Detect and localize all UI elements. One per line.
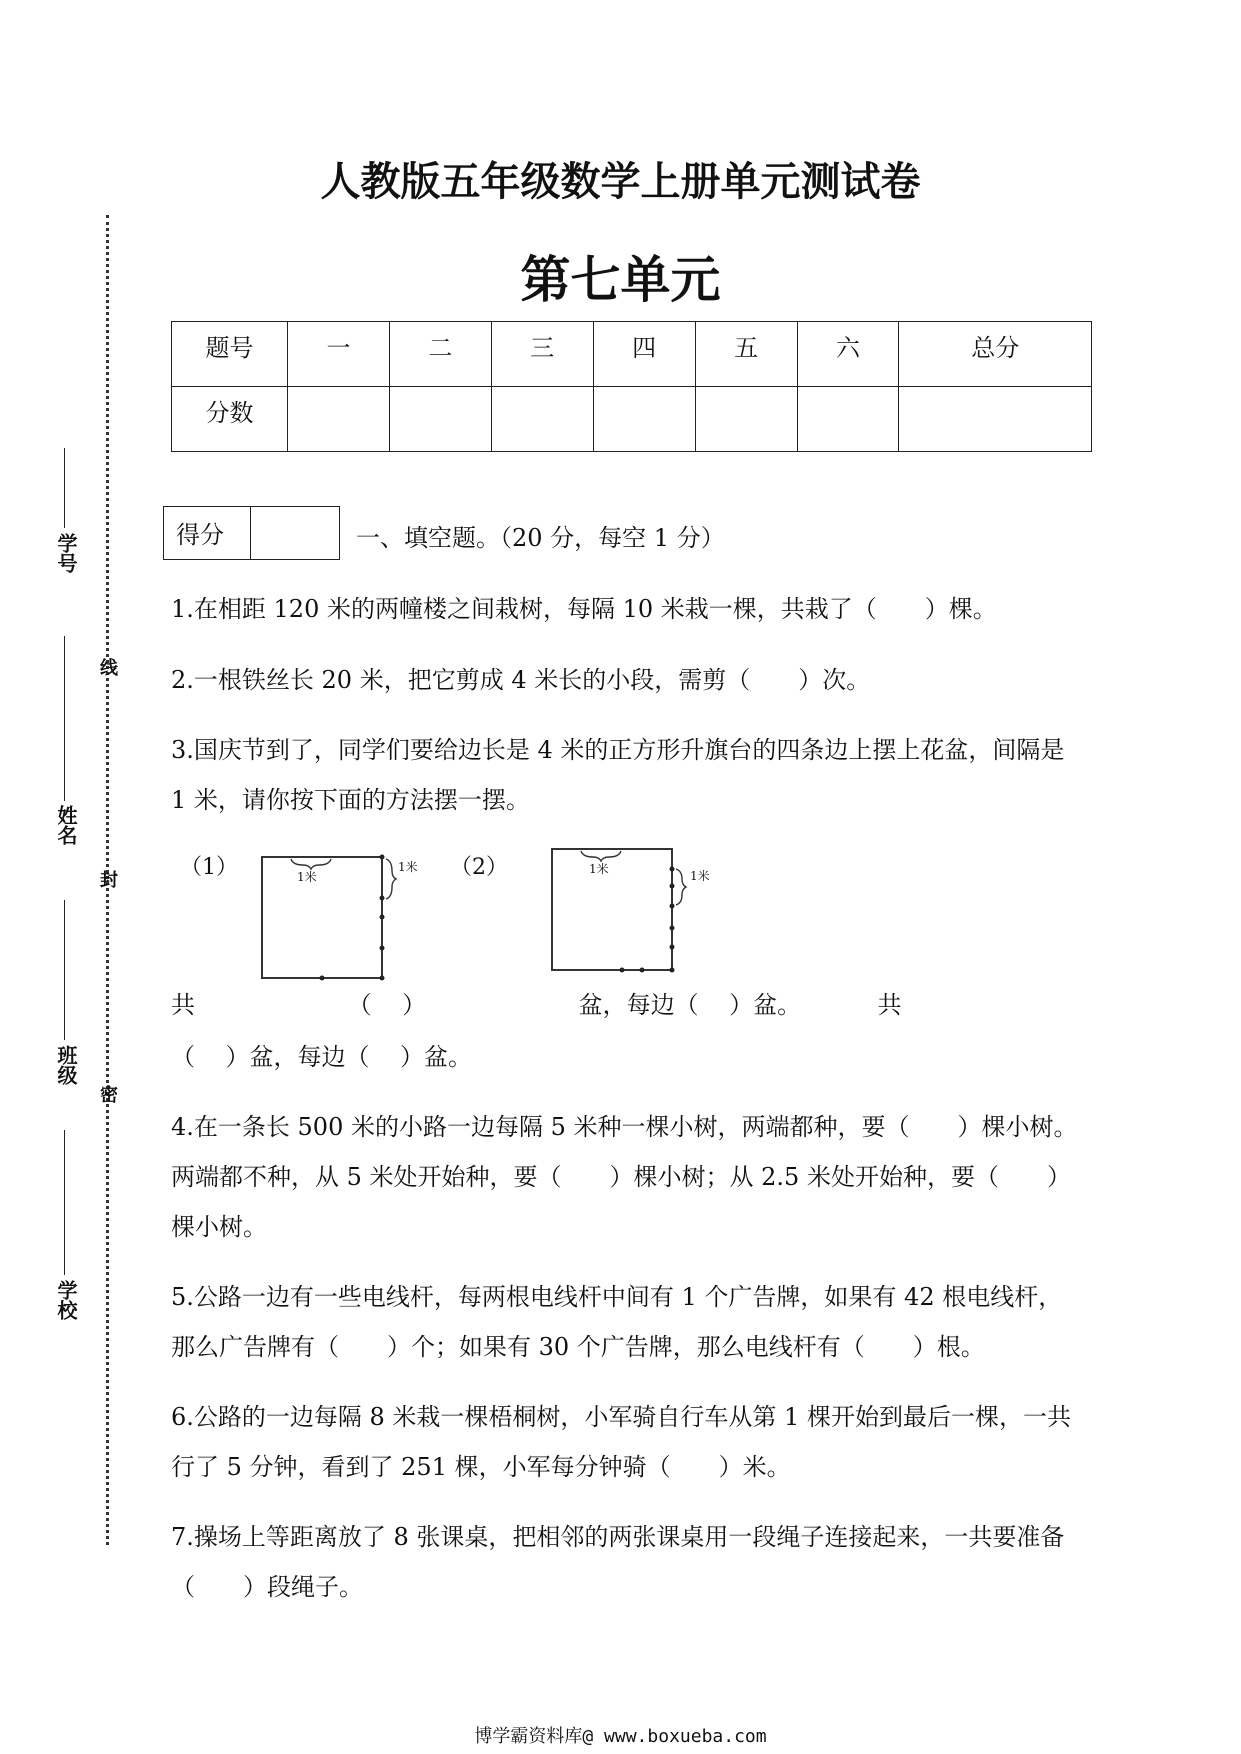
score-header-cell: 题号 — [172, 322, 288, 387]
figure-1-gap-label: 1米 — [297, 870, 317, 884]
question-4-line-2: 两端都不种，从 5 米处开始种，要（ ）棵小树；从 2.5 米处开始种，要（ ） — [171, 1163, 1071, 1191]
seal-char-secret: 密 — [97, 1085, 118, 1103]
question-5-line-1: 5.公路一边有一些电线杆，每两根电线杆中间有 1 个广告牌，如果有 42 根电线杆， — [171, 1283, 1063, 1311]
page-title: 人教版五年级数学上册单元测试卷 — [320, 158, 921, 205]
question-4-line-3: 棵小树。 — [171, 1213, 267, 1241]
score-cell[interactable] — [695, 387, 797, 452]
class-label: 班级 — [54, 1045, 78, 1085]
name-label: 姓名 — [54, 805, 78, 845]
question-2: 2.一根铁丝长 20 米，把它剪成 4 米长的小段，需剪（ ）次。 — [171, 666, 871, 694]
question-4-line-1: 4.在一条长 500 米的小路一边每隔 5 米种一棵小树，两端都种，要（ ）棵小树。 — [171, 1113, 1078, 1141]
score-header-cell: 五 — [695, 322, 797, 387]
figure-1-side-label: 1米 — [398, 860, 418, 874]
footer-watermark: 博学霸资料库@ www.boxueba.com — [474, 1726, 767, 1747]
score-table-score-row — [172, 387, 1092, 452]
question-3-answer-line-1: 共 （ ） 盆，每边（ ）盆。 共 — [171, 991, 902, 1019]
question-7-line-1: 7.操场上等距离放了 8 张课桌，把相邻的两张课桌用一段绳子连接起来，一共要准备 — [171, 1523, 1065, 1551]
section-heading: 一、填空题。（20 分，每空 1 分） — [356, 524, 725, 552]
figure-2-label: （2） — [450, 855, 508, 880]
score-table — [171, 321, 1092, 452]
score-cell[interactable] — [389, 387, 491, 452]
unit-title: 第七单元 — [520, 250, 721, 309]
score-header-cell: 四 — [593, 322, 695, 387]
section-score-box — [163, 506, 340, 560]
question-6-line-1: 6.公路的一边每隔 8 米栽一棵梧桐树，小军骑自行车从第 1 棵开始到最后一棵，一共 — [171, 1403, 1071, 1431]
score-header-cell: 总分 — [899, 322, 1092, 387]
question-6-line-2: 行了 5 分钟，看到了 251 棵，小军每分钟骑（ ）米。 — [171, 1453, 791, 1481]
school-field[interactable] — [64, 1130, 65, 1275]
section-score-field[interactable] — [252, 507, 338, 559]
score-cell[interactable] — [899, 387, 1092, 452]
student-number-label: 学号 — [54, 533, 78, 573]
score-cell[interactable] — [288, 387, 390, 452]
figure-2-side-label: 1米 — [690, 869, 710, 883]
section-score-label: 得分 — [176, 521, 224, 549]
figure-1-square-diagram — [255, 850, 415, 985]
question-3-line-1: 3.国庆节到了，同学们要给边长是 4 米的正方形升旗台的四条边上摆上花盆，间隔是 — [171, 736, 1065, 764]
figure-2-square-diagram — [545, 842, 705, 977]
question-3-answer-line-2: （ ）盆，每边（ ）盆。 — [171, 1043, 473, 1071]
score-row-label: 分数 — [172, 387, 288, 452]
seal-char-line: 线 — [97, 658, 118, 676]
name-field[interactable] — [64, 636, 65, 801]
score-header-cell: 六 — [797, 322, 899, 387]
score-header-cell: 三 — [491, 322, 593, 387]
figure-2-gap-label: 1米 — [589, 862, 609, 876]
question-1: 1.在相距 120 米的两幢楼之间栽树，每隔 10 米栽一棵，共栽了（ ）棵。 — [171, 595, 997, 623]
figure-1-label: （1） — [180, 855, 238, 880]
question-3-line-2: 1 米，请你按下面的方法摆一摆。 — [171, 786, 530, 814]
class-field[interactable] — [64, 900, 65, 1040]
section-score-divider — [250, 507, 251, 559]
score-header-cell: 一 — [288, 322, 390, 387]
question-5-line-2: 那么广告牌有（ ）个；如果有 30 个广告牌，那么电线杆有（ ）根。 — [171, 1333, 985, 1361]
student-number-field[interactable] — [64, 448, 65, 528]
score-cell[interactable] — [797, 387, 899, 452]
score-cell[interactable] — [593, 387, 695, 452]
score-table-header-row — [172, 322, 1092, 387]
score-header-cell: 二 — [389, 322, 491, 387]
school-label: 学校 — [54, 1280, 78, 1320]
score-cell[interactable] — [491, 387, 593, 452]
question-7-line-2: （ ）段绳子。 — [171, 1573, 363, 1601]
seal-char-seal: 封 — [97, 870, 118, 888]
